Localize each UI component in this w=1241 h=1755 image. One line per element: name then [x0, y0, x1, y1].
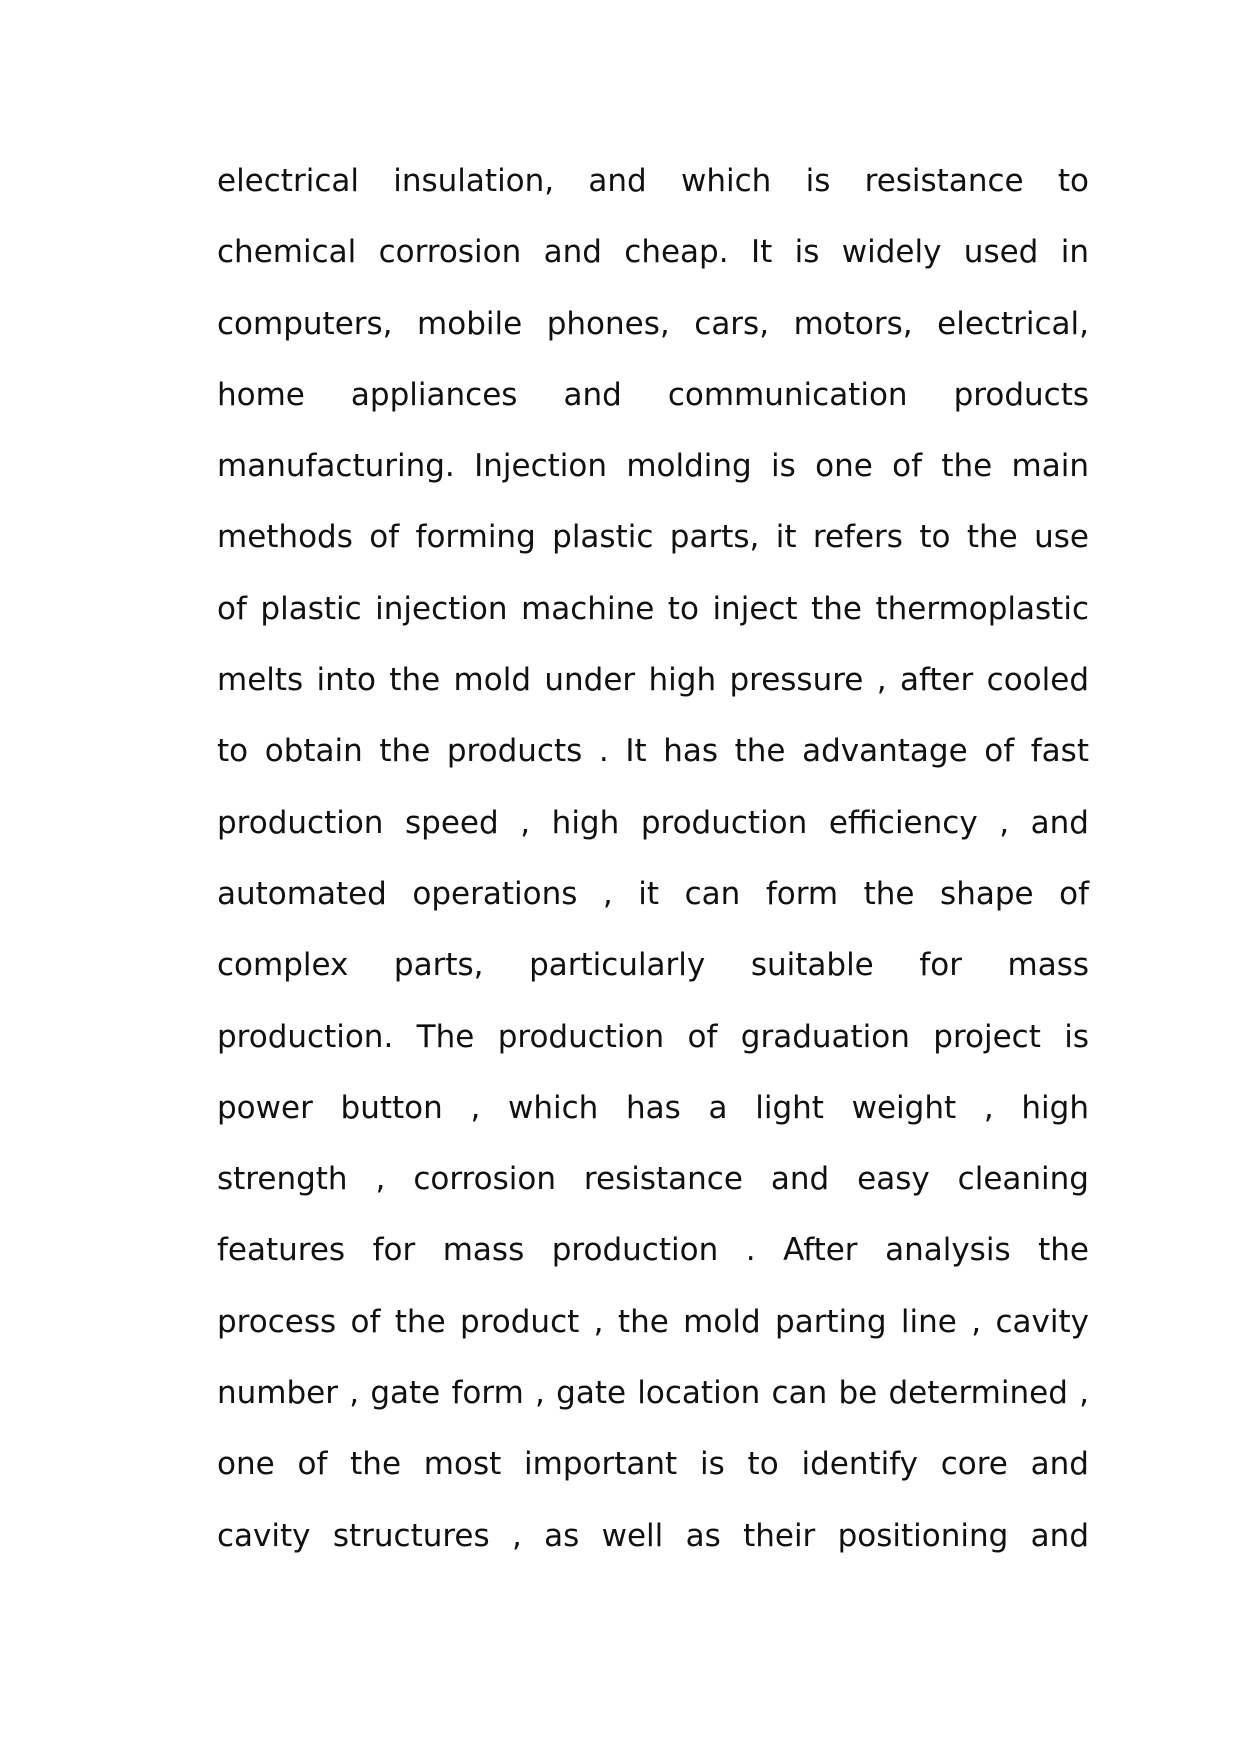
text-line: process of the product , the mold parting line , cavity	[217, 1303, 1089, 1340]
text-line: cavity structures , as well as their positioning and	[217, 1517, 1089, 1554]
text-line: production. The production of graduation project is	[217, 1018, 1089, 1055]
text-line: features for mass production . After analysis the	[217, 1232, 1089, 1269]
text-line: one of the most important is to identify core and	[217, 1446, 1089, 1483]
text-line: to obtain the products . It has the advantage of fast	[217, 733, 1089, 770]
text-line: complex parts, particularly suitable for mass	[217, 947, 1089, 984]
body-paragraph	[217, 146, 1089, 1572]
text-line: melts into the mold under high pressure , after cooled	[217, 662, 1089, 699]
text-line: power button , which has a light weight , high	[217, 1089, 1089, 1126]
text-line: production speed , high production efficiency , and	[217, 804, 1089, 841]
text-line: automated operations , it can form the shape of	[217, 875, 1089, 912]
text-line: number , gate form , gate location can be determined ,	[217, 1375, 1089, 1412]
text-line: manufacturing. Injection molding is one of the main	[217, 448, 1089, 485]
text-line: computers, mobile phones, cars, motors, electrical,	[217, 305, 1089, 342]
text-line: electrical insulation, and which is resistance to	[217, 163, 1089, 199]
text-line: chemical corrosion and cheap. It is widely used in	[217, 234, 1089, 271]
text-line: methods of forming plastic parts, it refers to the use	[217, 519, 1089, 556]
text-line: of plastic injection machine to inject the thermoplastic	[217, 590, 1089, 627]
text-line: home appliances and communication products	[217, 376, 1089, 413]
text-line: strength , corrosion resistance and easy cleaning	[217, 1161, 1089, 1198]
